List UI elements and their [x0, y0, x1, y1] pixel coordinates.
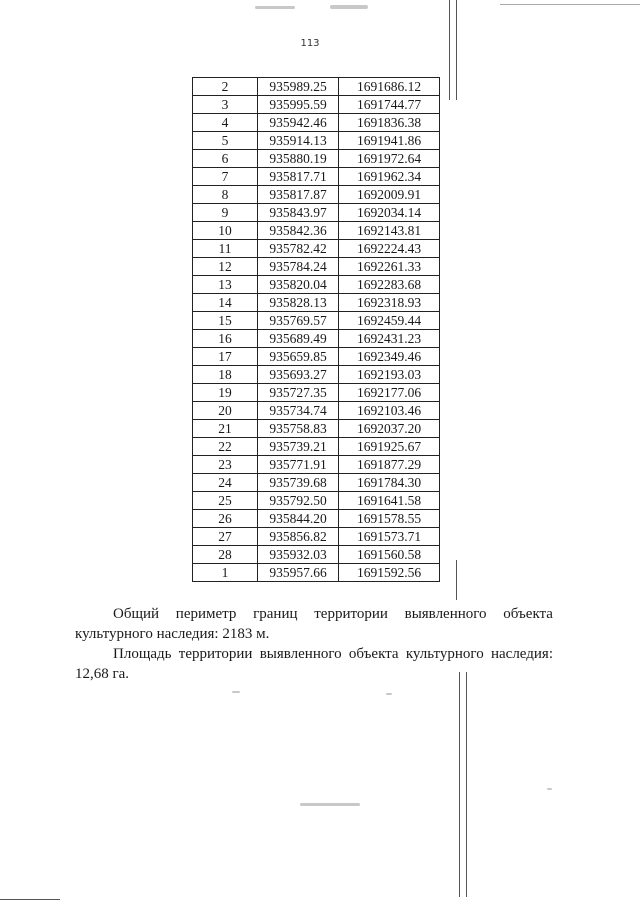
point-number-cell: 18	[193, 366, 258, 384]
point-number-cell: 4	[193, 114, 258, 132]
x-coordinate-cell: 935820.04	[258, 276, 339, 294]
point-number-cell: 7	[193, 168, 258, 186]
y-coordinate-cell: 1692009.91	[339, 186, 440, 204]
point-number-cell: 28	[193, 546, 258, 564]
x-coordinate-cell: 935792.50	[258, 492, 339, 510]
scan-artifact-vertical-line	[456, 0, 457, 100]
table-row	[193, 456, 440, 474]
x-coordinate-cell: 935914.13	[258, 132, 339, 150]
table-row	[193, 186, 440, 204]
scan-artifact-top-right-line	[500, 4, 640, 5]
x-coordinate-cell: 935880.19	[258, 150, 339, 168]
y-coordinate-cell: 1692459.44	[339, 312, 440, 330]
x-coordinate-cell: 935727.35	[258, 384, 339, 402]
x-coordinate-cell: 935942.46	[258, 114, 339, 132]
point-number-cell: 5	[193, 132, 258, 150]
table-row	[193, 510, 440, 528]
y-coordinate-cell: 1692349.46	[339, 348, 440, 366]
table-row	[193, 348, 440, 366]
point-number-cell: 12	[193, 258, 258, 276]
coordinates-table-body	[193, 78, 440, 582]
scan-artifact-vertical-line	[449, 0, 450, 100]
y-coordinate-cell: 1692431.23	[339, 330, 440, 348]
table-row	[193, 222, 440, 240]
y-coordinate-cell: 1692103.46	[339, 402, 440, 420]
scan-artifact-vertical-line	[466, 672, 467, 897]
table-row	[193, 312, 440, 330]
x-coordinate-cell: 935734.74	[258, 402, 339, 420]
point-number-cell: 27	[193, 528, 258, 546]
point-number-cell: 15	[193, 312, 258, 330]
table-row	[193, 528, 440, 546]
perimeter-word: границ	[253, 606, 298, 622]
y-coordinate-cell: 1691962.34	[339, 168, 440, 186]
point-number-cell: 19	[193, 384, 258, 402]
table-row	[193, 402, 440, 420]
y-coordinate-cell: 1692034.14	[339, 204, 440, 222]
point-number-cell: 22	[193, 438, 258, 456]
scan-artifact-dot	[232, 691, 240, 693]
point-number-cell: 21	[193, 420, 258, 438]
table-row	[193, 420, 440, 438]
point-number-cell: 2	[193, 78, 258, 96]
table-row	[193, 366, 440, 384]
scan-artifact-bottom	[300, 803, 360, 806]
y-coordinate-cell: 1692283.68	[339, 276, 440, 294]
point-number-cell: 23	[193, 456, 258, 474]
perimeter-word: периметр	[175, 606, 237, 622]
y-coordinate-cell: 1691592.56	[339, 564, 440, 582]
table-row	[193, 330, 440, 348]
x-coordinate-cell: 935784.24	[258, 258, 339, 276]
y-coordinate-cell: 1691941.86	[339, 132, 440, 150]
point-number-cell: 17	[193, 348, 258, 366]
scan-artifact-vertical-line	[459, 672, 460, 897]
y-coordinate-cell: 1691925.67	[339, 438, 440, 456]
y-coordinate-cell: 1691972.64	[339, 150, 440, 168]
x-coordinate-cell: 935844.20	[258, 510, 339, 528]
table-row	[193, 258, 440, 276]
point-number-cell: 16	[193, 330, 258, 348]
y-coordinate-cell: 1691686.12	[339, 78, 440, 96]
point-number-cell: 13	[193, 276, 258, 294]
y-coordinate-cell: 1691578.55	[339, 510, 440, 528]
scan-artifact-vertical-line	[456, 560, 457, 600]
point-number-cell: 8	[193, 186, 258, 204]
x-coordinate-cell: 935739.68	[258, 474, 339, 492]
perimeter-word: объекта	[503, 606, 553, 622]
x-coordinate-cell: 935995.59	[258, 96, 339, 114]
y-coordinate-cell: 1691877.29	[339, 456, 440, 474]
table-row	[193, 168, 440, 186]
x-coordinate-cell: 935957.66	[258, 564, 339, 582]
perimeter-paragraph	[75, 604, 553, 644]
table-row	[193, 114, 440, 132]
table-row	[193, 294, 440, 312]
scan-artifact-top	[255, 6, 295, 9]
perimeter-word: выявленного	[404, 606, 487, 622]
point-number-cell: 20	[193, 402, 258, 420]
table-row	[193, 96, 440, 114]
perimeter-word: Общий	[113, 606, 160, 622]
y-coordinate-cell: 1691744.77	[339, 96, 440, 114]
point-number-cell: 11	[193, 240, 258, 258]
point-number-cell: 3	[193, 96, 258, 114]
y-coordinate-cell: 1691641.58	[339, 492, 440, 510]
point-number-cell: 25	[193, 492, 258, 510]
x-coordinate-cell: 935932.03	[258, 546, 339, 564]
x-coordinate-cell: 935769.57	[258, 312, 339, 330]
coordinates-table	[192, 77, 440, 582]
table-row	[193, 132, 440, 150]
y-coordinate-cell: 1692177.06	[339, 384, 440, 402]
y-coordinate-cell: 1692261.33	[339, 258, 440, 276]
x-coordinate-cell: 935782.42	[258, 240, 339, 258]
perimeter-line-2: культурного наследия: 2183 м.	[75, 626, 270, 642]
y-coordinate-cell: 1691573.71	[339, 528, 440, 546]
scan-artifact-bottom-left-line	[0, 899, 60, 900]
x-coordinate-cell: 935758.83	[258, 420, 339, 438]
y-coordinate-cell: 1692037.20	[339, 420, 440, 438]
area-paragraph: Площадь территории выявленного объекта культурного наследия: 12,68 га.	[75, 646, 553, 682]
table-row	[193, 150, 440, 168]
x-coordinate-cell: 935843.97	[258, 204, 339, 222]
page-number: 113	[300, 38, 320, 49]
table-row	[193, 240, 440, 258]
table-row	[193, 492, 440, 510]
x-coordinate-cell: 935842.36	[258, 222, 339, 240]
perimeter-word: территории	[314, 606, 388, 622]
point-number-cell: 24	[193, 474, 258, 492]
point-number-cell: 14	[193, 294, 258, 312]
table-row	[193, 276, 440, 294]
table-row	[193, 438, 440, 456]
y-coordinate-cell: 1692143.81	[339, 222, 440, 240]
y-coordinate-cell: 1691560.58	[339, 546, 440, 564]
point-number-cell: 1	[193, 564, 258, 582]
point-number-cell: 9	[193, 204, 258, 222]
x-coordinate-cell: 935856.82	[258, 528, 339, 546]
y-coordinate-cell: 1692193.03	[339, 366, 440, 384]
x-coordinate-cell: 935693.27	[258, 366, 339, 384]
table-row	[193, 204, 440, 222]
x-coordinate-cell: 935828.13	[258, 294, 339, 312]
y-coordinate-cell: 1691784.30	[339, 474, 440, 492]
table-row	[193, 564, 440, 582]
y-coordinate-cell: 1692224.43	[339, 240, 440, 258]
table-row	[193, 78, 440, 96]
perimeter-line-1	[75, 604, 553, 624]
y-coordinate-cell: 1691836.38	[339, 114, 440, 132]
scan-artifact-dot	[386, 693, 392, 695]
x-coordinate-cell: 935817.87	[258, 186, 339, 204]
x-coordinate-cell: 935817.71	[258, 168, 339, 186]
point-number-cell: 6	[193, 150, 258, 168]
x-coordinate-cell: 935659.85	[258, 348, 339, 366]
x-coordinate-cell: 935771.91	[258, 456, 339, 474]
y-coordinate-cell: 1692318.93	[339, 294, 440, 312]
x-coordinate-cell: 935689.49	[258, 330, 339, 348]
x-coordinate-cell: 935739.21	[258, 438, 339, 456]
scan-artifact-dot	[547, 788, 552, 790]
point-number-cell: 10	[193, 222, 258, 240]
table-row	[193, 474, 440, 492]
point-number-cell: 26	[193, 510, 258, 528]
x-coordinate-cell: 935989.25	[258, 78, 339, 96]
scan-artifact-top	[330, 5, 368, 9]
table-row	[193, 384, 440, 402]
table-row	[193, 546, 440, 564]
